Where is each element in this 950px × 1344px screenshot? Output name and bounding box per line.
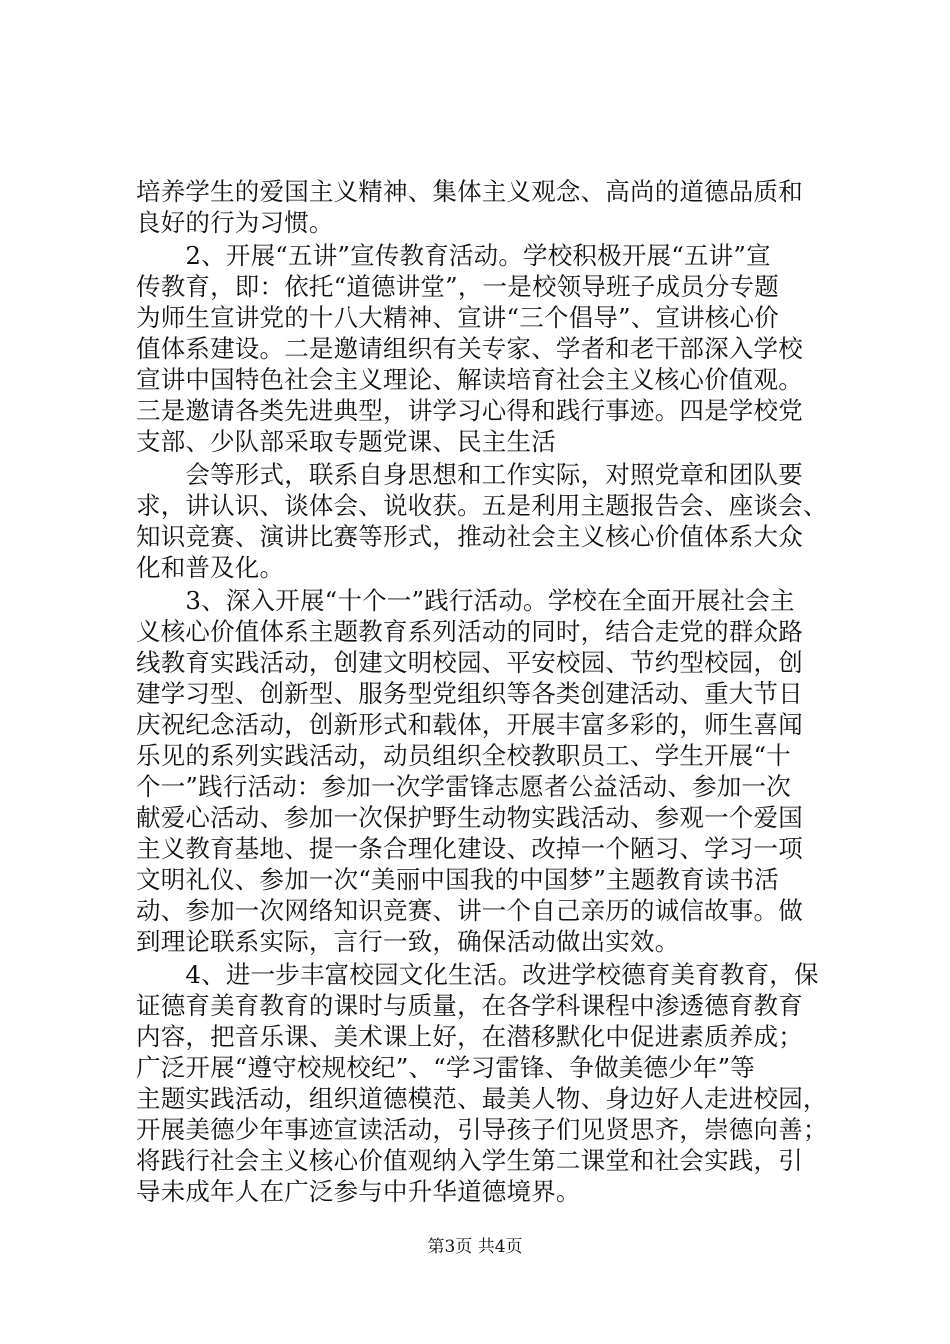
body-line: 证德育美育教育的课时与质量，在各学科课程中渗透德育教育: [136, 991, 803, 1020]
body-line: 支部、少队部采取专题党课、民主生活: [136, 427, 556, 456]
body-line: 将践行社会主义核心价值观纳入学生第二课堂和社会实践，引: [136, 1146, 803, 1175]
body-line: 义核心价值体系主题教育系列活动的同时，结合走党的群众路: [136, 617, 803, 646]
body-line: 开展美德少年事迹宣读活动，引导孩子们见贤思齐，崇德向善；: [136, 1115, 828, 1144]
body-line: 个一”践行活动：参加一次学雷锋志愿者公益活动、参加一次: [136, 772, 791, 801]
body-line: 三是邀请各类先进典型，讲学习心得和践行事迹。四是学校党: [136, 396, 803, 425]
body-line: 知识竞赛、演讲比赛等形式，推动社会主义核心价值体系大众: [136, 522, 803, 551]
page-footer: 第3页 共4页: [427, 1237, 523, 1257]
body-line: 庆祝纪念活动，创新形式和载体，开展丰富多彩的，师生喜闻: [136, 710, 803, 739]
body-line: 内容，把音乐课、美术课上好，在潜移默化中促进素质养成；: [136, 1022, 803, 1051]
body-line: 良好的行为习惯。: [136, 208, 334, 237]
body-line: 主义教育基地、提一条合理化建设、改掉一个陋习、学习一项: [136, 834, 803, 863]
body-line: 建学习型、创新型、服务型党组织等各类创建活动、重大节日: [136, 679, 803, 708]
body-line: 值体系建设。二是邀请组织有关专家、学者和老干部深入学校: [136, 334, 803, 363]
body-line: 传教育，即：依托“道德讲堂”，一是校领导班子成员分专题: [136, 272, 779, 301]
body-line: 主题实践活动，组织道德模范、最美人物、身边好人走进校园，: [136, 1084, 828, 1113]
body-line: 动、参加一次网络知识竞赛、讲一个自己亲历的诚信故事。做: [136, 896, 803, 925]
body-line: 会等形式，联系自身思想和工作实际，对照党章和团队要: [136, 460, 803, 489]
body-line: 求，讲认识、谈体会、说收获。五是利用主题报告会、座谈会、: [136, 491, 828, 520]
body-line: 为师生宣讲党的十八大精神、宣讲“三个倡导”、宣讲核心价: [136, 303, 779, 332]
body-line: 2、开展“五讲”宣传教育活动。学校积极开展“五讲”宣: [136, 241, 771, 270]
body-line: 4、进一步丰富校园文化生活。改进学校德育美育教育，保: [136, 960, 819, 989]
body-line: 宣讲中国特色社会主义理论、解读培育社会主义核心价值观。: [136, 365, 803, 394]
body-line: 广泛开展“遵守校规校纪”、“学习雷锋、争做美德少年”等: [136, 1053, 755, 1082]
body-line: 3、深入开展“十个一”践行活动。学校在全面开展社会主: [136, 586, 795, 615]
body-line: 文明礼仪、参加一次“美丽中国我的中国梦”主题教育读书活: [136, 865, 779, 894]
body-line: 线教育实践活动，创建文明校园、平安校园、节约型校园，创: [136, 648, 803, 677]
body-line: 化和普及化。: [136, 553, 285, 582]
body-line: 培养学生的爱国主义精神、集体主义观念、高尚的道德品质和: [136, 177, 803, 206]
body-line: 献爱心活动、参加一次保护野生动物实践活动、参观一个爱国: [136, 803, 803, 832]
body-line: 乐见的系列实践活动，动员组织全校教职员工、学生开展“十: [136, 741, 791, 770]
body-line: 到理论联系实际，言行一致，确保活动做出实效。: [136, 927, 680, 956]
body-line: 导未成年人在广泛参与中升华道德境界。: [136, 1177, 581, 1206]
